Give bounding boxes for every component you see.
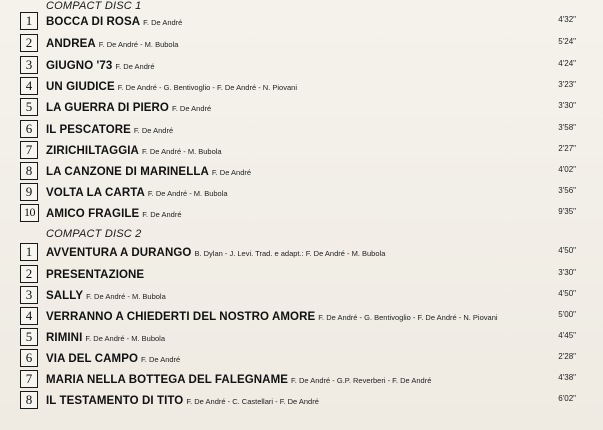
track-title: AMICO FRAGILE <box>46 208 140 220</box>
track-duration: 4'50" <box>558 246 576 255</box>
track-number-box: 9 <box>20 183 38 201</box>
track-duration: 3'30" <box>558 268 576 277</box>
track-number-box: 6 <box>20 120 38 138</box>
track-title: VIA DEL CAMPO <box>46 353 139 365</box>
track-number-box: 4 <box>20 307 38 325</box>
track-number-box: 2 <box>20 34 38 52</box>
track-credit: F. De André - M. Bubola <box>86 292 166 301</box>
track-number-box: 1 <box>20 243 38 261</box>
track-duration: 9'35" <box>558 207 576 216</box>
track-credit: F. De André - C. Castellari - F. De André <box>186 397 319 406</box>
track-title-line <box>46 393 319 409</box>
track-title: VOLTA LA CARTA <box>46 187 145 199</box>
track-number-box: 5 <box>20 328 38 346</box>
track-title-line <box>46 206 182 222</box>
track-credit: F. De André - M. Bubola <box>141 147 222 156</box>
track-title-line <box>46 309 498 325</box>
track-credit: F. De André - G. Bentivoglio - F. De André - N. Piovani <box>117 83 297 92</box>
track-title: VERRANNO A CHIEDERTI DEL NOSTRO AMORE <box>46 311 316 323</box>
track-number-box: 7 <box>20 141 38 159</box>
disc-1-track-4 <box>0 76 603 97</box>
track-title-line <box>46 372 431 388</box>
track-title-line <box>46 143 222 159</box>
track-title-line <box>46 351 180 367</box>
disc-2-header: COMPACT DISC 2 <box>46 228 142 240</box>
disc-2-track-6 <box>0 348 603 369</box>
track-title-line <box>46 58 155 74</box>
track-credit: F. De André <box>133 126 174 135</box>
track-title-line <box>46 245 385 261</box>
track-credit: B. Dylan - J. Levi. Trad. e adapt.: F. De André - M. Bubola <box>194 249 386 258</box>
track-title: BOCCA DI ROSA <box>46 16 141 28</box>
track-number-box: 8 <box>20 162 38 180</box>
disc-2-track-8 <box>0 390 603 411</box>
track-title: AVVENTURA A DURANGO <box>46 247 192 259</box>
track-title: RIMINI <box>46 332 83 344</box>
track-title-line <box>46 100 211 116</box>
track-duration: 5'00" <box>558 310 576 319</box>
track-number-box: 3 <box>20 56 38 74</box>
track-duration: 4'02" <box>558 165 576 174</box>
disc-1-header: COMPACT DISC 1 <box>46 0 142 12</box>
track-credit: F. De André - G.P. Reverberi - F. De André <box>291 376 432 385</box>
track-number-box: 10 <box>20 204 39 222</box>
track-title-line <box>46 122 173 138</box>
track-credit: F. De André <box>171 104 212 113</box>
track-title: UN GIUDICE <box>46 81 115 93</box>
track-duration: 5'24" <box>558 37 576 46</box>
track-credit: F. De André - M. Bubola <box>85 334 165 343</box>
track-title: SALLY <box>46 290 84 302</box>
track-duration: 2'28" <box>558 352 576 361</box>
track-title: ANDREA <box>46 38 96 50</box>
track-title: IL TESTAMENTO DI TITO <box>46 395 184 407</box>
track-duration: 3'23" <box>558 80 576 89</box>
disc-1-track-9 <box>0 182 603 203</box>
track-credit: F. De André - M. Bubola <box>98 40 179 49</box>
track-duration: 3'58" <box>558 123 576 132</box>
disc-1-track-6 <box>0 119 603 140</box>
track-credit: F. De André <box>115 62 155 71</box>
track-duration: 2'27" <box>558 144 576 153</box>
track-number-box: 2 <box>20 265 38 283</box>
track-title: LA CANZONE DI MARINELLA <box>46 166 209 178</box>
track-number-box: 3 <box>20 286 38 304</box>
disc-1-track-10 <box>0 203 603 224</box>
track-credit: F. De André <box>211 168 252 177</box>
track-title: MARIA NELLA BOTTEGA DEL FALEGNAME <box>46 374 289 386</box>
track-duration: 4'24" <box>558 59 576 68</box>
track-title: ZIRICHILTAGGIA <box>46 145 139 157</box>
track-credit: F. De André <box>143 18 183 27</box>
disc-2-track-5 <box>0 327 603 348</box>
track-duration: 4'45" <box>558 331 576 340</box>
track-number-box: 1 <box>20 12 38 30</box>
track-title-line <box>46 14 182 30</box>
disc-1-track-8 <box>0 161 603 182</box>
track-number-box: 5 <box>20 98 38 116</box>
track-duration: 3'30" <box>558 101 576 110</box>
track-title-line <box>46 79 297 95</box>
disc-2-track-1 <box>0 242 603 263</box>
track-title-line <box>46 36 178 52</box>
track-duration: 6'02" <box>558 394 576 403</box>
track-credit: F. De André <box>141 355 181 364</box>
disc-1-track-3 <box>0 55 603 76</box>
track-title-line <box>46 185 228 201</box>
track-duration: 4'38" <box>558 373 576 382</box>
track-duration: 3'56" <box>558 186 576 195</box>
track-duration: 4'32" <box>558 15 576 24</box>
track-title: PRESENTAZIONE <box>46 269 145 281</box>
track-title-line <box>46 267 147 283</box>
track-number-box: 6 <box>20 349 38 367</box>
disc-1-track-2 <box>0 33 603 54</box>
track-title-line <box>46 288 166 304</box>
disc-1-track-5 <box>0 97 603 118</box>
track-credit: F. De André - M. Bubola <box>147 189 228 198</box>
track-title: LA GUERRA DI PIERO <box>46 102 169 114</box>
track-credit: F. De André <box>142 210 182 219</box>
disc-2-track-3 <box>0 285 603 306</box>
disc-2-track-2 <box>0 264 603 285</box>
track-duration: 4'50" <box>558 289 576 298</box>
track-credit: F. De André - G. Bentivoglio - F. De André - N. Piovani <box>318 313 498 322</box>
disc-1-track-7 <box>0 140 603 161</box>
disc-2-track-4 <box>0 306 603 327</box>
disc-2-track-7 <box>0 369 603 390</box>
track-title: GIUGNO '73 <box>46 60 113 72</box>
track-number-box: 7 <box>20 370 38 388</box>
disc-1-track-1 <box>0 11 603 32</box>
track-number-box: 4 <box>20 77 38 95</box>
track-title-line <box>46 164 251 180</box>
track-title: IL PESCATORE <box>46 124 131 136</box>
track-number-box: 8 <box>20 391 38 409</box>
track-title-line <box>46 330 165 346</box>
